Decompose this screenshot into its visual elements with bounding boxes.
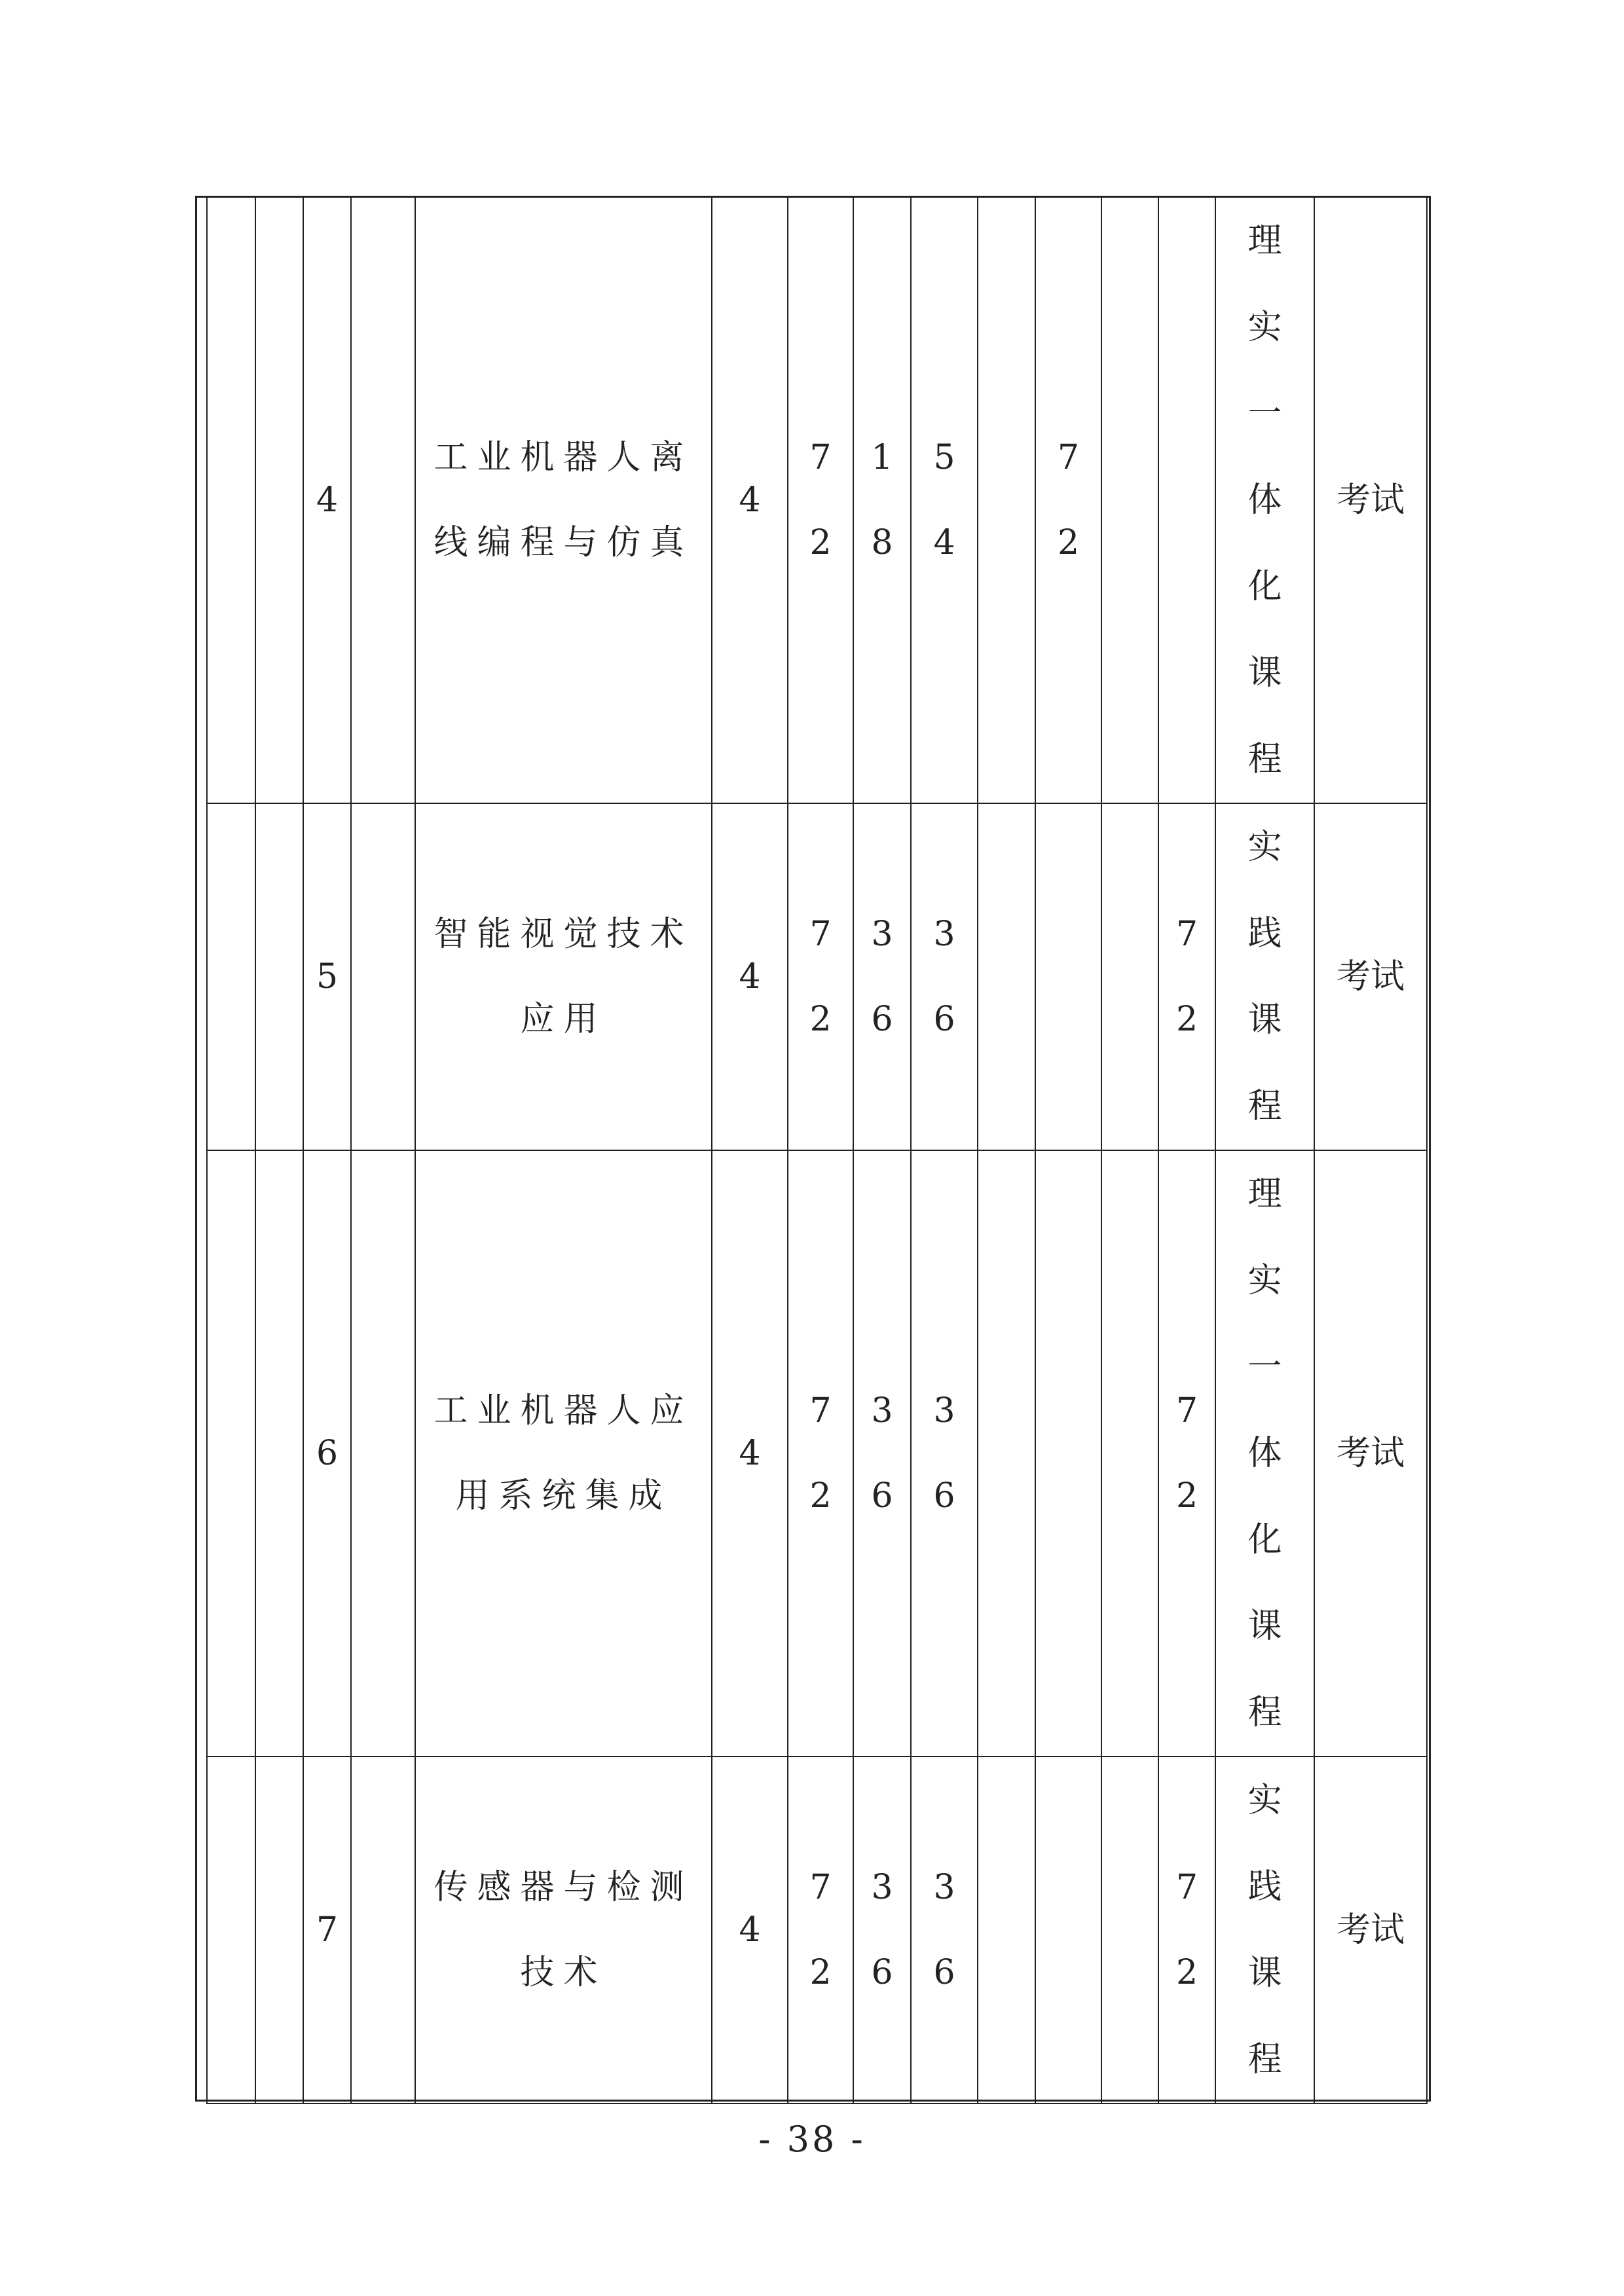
semester-c-hours-cell xyxy=(1158,1150,1215,1757)
semester-a-hours-cell xyxy=(1035,803,1101,1150)
course-name-line: 智能视觉技术 xyxy=(434,915,693,954)
course-type-char: 课 xyxy=(1247,1000,1282,1040)
total-hours-char: 7 xyxy=(809,1391,832,1430)
table-row xyxy=(207,1757,1427,2104)
course-type-char: 一 xyxy=(1247,394,1282,433)
practice-hours-char: 3 xyxy=(933,1868,955,1907)
theory-hours-char: 1 xyxy=(871,438,893,477)
credits-cell: 4 xyxy=(712,1757,788,2104)
course-code-cell xyxy=(351,803,415,1150)
table-body xyxy=(207,198,1427,2104)
course-type-char: 课 xyxy=(1247,1954,1282,1993)
practice-hours xyxy=(912,1368,977,1539)
semester-c-hours-char: 2 xyxy=(1175,1000,1198,1039)
empty-semester-cell xyxy=(978,1150,1035,1757)
practice-hours-char: 6 xyxy=(933,1953,955,1992)
practice-hours xyxy=(912,415,977,585)
subcategory-cell xyxy=(255,1757,303,2104)
total-hours xyxy=(788,415,853,585)
course-type-char: 实 xyxy=(1247,308,1282,347)
total-hours-char: 2 xyxy=(809,523,832,562)
semester-a-hours-cell xyxy=(1035,1757,1101,2104)
total-hours-char: 7 xyxy=(809,1868,832,1907)
course-name xyxy=(434,892,693,1062)
course-name-line: 传感器与检测 xyxy=(434,1868,693,1907)
course-code-cell xyxy=(351,1150,415,1757)
credits-cell: 4 xyxy=(712,1150,788,1757)
theory-hours-char: 6 xyxy=(871,1476,893,1516)
practice-hours-char: 6 xyxy=(933,1476,955,1516)
course-name-line: 工业机器人应 xyxy=(434,1391,693,1430)
course-name xyxy=(434,1845,693,2015)
theory-hours-cell xyxy=(853,1150,911,1757)
practice-hours-char: 3 xyxy=(933,1391,955,1430)
course-type-cell xyxy=(1215,1150,1314,1757)
category-cell xyxy=(207,803,255,1150)
total-hours xyxy=(788,1845,853,2015)
table-row xyxy=(207,198,1427,803)
semester-b-hours-cell xyxy=(1101,1150,1158,1757)
course-type xyxy=(1216,1757,1314,2103)
course-type-char: 实 xyxy=(1247,828,1282,867)
practice-hours-cell xyxy=(911,1757,978,2104)
practice-hours-char: 3 xyxy=(933,915,955,954)
assessment-cell: 考试 xyxy=(1314,1150,1427,1757)
semester-c-hours-char: 2 xyxy=(1175,1953,1198,1992)
semester-c-hours-char: 2 xyxy=(1175,1476,1198,1516)
total-hours-char: 2 xyxy=(809,1476,832,1516)
course-name-cell xyxy=(415,198,712,803)
semester-c-hours-char: 7 xyxy=(1175,1868,1198,1907)
assessment-cell: 考试 xyxy=(1314,1757,1427,2104)
course-type-char: 化 xyxy=(1247,567,1282,606)
category-cell xyxy=(207,198,255,803)
semester-c-hours-char: 7 xyxy=(1175,1391,1198,1430)
practice-hours-cell xyxy=(911,803,978,1150)
table-row xyxy=(207,1150,1427,1757)
course-schedule-table xyxy=(206,198,1428,2104)
semester-b-hours-cell xyxy=(1101,803,1158,1150)
theory-hours-char: 3 xyxy=(871,1391,893,1430)
practice-hours-char: 4 xyxy=(933,523,955,562)
course-type-char: 体 xyxy=(1247,481,1282,520)
empty-semester-cell xyxy=(978,1757,1035,2104)
semester-c-hours-cell xyxy=(1158,803,1215,1150)
page-number: - 38 - xyxy=(758,2119,866,2160)
total-hours xyxy=(788,892,853,1062)
total-hours-char: 7 xyxy=(809,438,832,477)
semester-a-hours-char: 2 xyxy=(1057,523,1080,562)
semester-c-hours xyxy=(1159,1845,1215,2015)
course-type-char: 课 xyxy=(1247,1607,1282,1646)
table-row xyxy=(207,803,1427,1150)
credits-cell: 4 xyxy=(712,803,788,1150)
semester-c-hours-cell xyxy=(1158,198,1215,803)
theory-hours-cell xyxy=(853,198,911,803)
semester-a-hours xyxy=(1036,415,1101,585)
practice-hours-char: 5 xyxy=(933,438,955,477)
total-hours-char: 2 xyxy=(809,1000,832,1039)
subcategory-cell xyxy=(255,1150,303,1757)
assessment-cell: 考试 xyxy=(1314,803,1427,1150)
subcategory-cell xyxy=(255,198,303,803)
category-cell xyxy=(207,1150,255,1757)
course-type xyxy=(1216,1151,1314,1756)
course-type-cell xyxy=(1215,198,1314,803)
row-number-cell: 4 xyxy=(303,198,351,803)
course-name-cell xyxy=(415,1757,712,2104)
theory-hours xyxy=(854,415,910,585)
semester-a-hours-char: 7 xyxy=(1057,438,1080,477)
semester-b-hours-cell xyxy=(1101,1757,1158,2104)
course-type-char: 程 xyxy=(1247,1693,1282,1732)
semester-c-hours xyxy=(1159,892,1215,1062)
course-name-line: 线编程与仿真 xyxy=(434,523,693,562)
course-code-cell xyxy=(351,198,415,803)
course-type-char: 化 xyxy=(1247,1520,1282,1559)
theory-hours-char: 6 xyxy=(871,1000,893,1039)
course-type-char: 程 xyxy=(1247,2040,1282,2079)
category-cell xyxy=(207,1757,255,2104)
semester-c-hours-cell xyxy=(1158,1757,1215,2104)
practice-hours-char: 6 xyxy=(933,1000,955,1039)
course-type-char: 程 xyxy=(1247,740,1282,779)
course-name-line: 用系统集成 xyxy=(455,1476,672,1516)
course-type-char: 践 xyxy=(1247,1867,1282,1906)
practice-hours xyxy=(912,1845,977,2015)
course-type-char: 践 xyxy=(1247,914,1282,953)
total-hours-cell xyxy=(788,1150,853,1757)
empty-semester-cell xyxy=(978,198,1035,803)
course-type-char: 实 xyxy=(1247,1261,1282,1300)
row-number-cell: 6 xyxy=(303,1150,351,1757)
course-type-char: 体 xyxy=(1247,1434,1282,1473)
course-name xyxy=(434,1368,693,1539)
semester-c-hours-char: 7 xyxy=(1175,915,1198,954)
theory-hours-char: 6 xyxy=(871,1953,893,1992)
practice-hours-cell xyxy=(911,1150,978,1757)
theory-hours xyxy=(854,892,910,1062)
theory-hours-char: 3 xyxy=(871,1868,893,1907)
total-hours xyxy=(788,1368,853,1539)
course-type-cell xyxy=(1215,803,1314,1150)
theory-hours xyxy=(854,1845,910,2015)
theory-hours-cell xyxy=(853,1757,911,2104)
course-code-cell xyxy=(351,1757,415,2104)
course-name-cell xyxy=(415,1150,712,1757)
row-number-cell: 7 xyxy=(303,1757,351,2104)
row-number-cell: 5 xyxy=(303,803,351,1150)
assessment-cell: 考试 xyxy=(1314,198,1427,803)
course-name-line: 应用 xyxy=(520,1000,607,1039)
course-type-char: 程 xyxy=(1247,1087,1282,1126)
total-hours-char: 2 xyxy=(809,1953,832,1992)
practice-hours-cell xyxy=(911,198,978,803)
total-hours-cell xyxy=(788,198,853,803)
course-type-char: 理 xyxy=(1247,1175,1282,1214)
course-name-line: 技术 xyxy=(520,1953,607,1992)
subcategory-cell xyxy=(255,803,303,1150)
theory-hours-char: 3 xyxy=(871,915,893,954)
theory-hours-char: 8 xyxy=(871,523,893,562)
course-type-char: 实 xyxy=(1247,1781,1282,1820)
credits-cell: 4 xyxy=(712,198,788,803)
practice-hours xyxy=(912,892,977,1062)
theory-hours-cell xyxy=(853,803,911,1150)
course-name-cell xyxy=(415,803,712,1150)
theory-hours xyxy=(854,1368,910,1539)
course-type-char: 课 xyxy=(1247,653,1282,693)
course-type-char: 一 xyxy=(1247,1347,1282,1387)
semester-a-hours-cell xyxy=(1035,1150,1101,1757)
course-name xyxy=(434,415,693,585)
course-type xyxy=(1216,198,1314,803)
total-hours-cell xyxy=(788,1757,853,2104)
semester-c-hours xyxy=(1159,1368,1215,1539)
empty-semester-cell xyxy=(978,803,1035,1150)
course-type-char: 理 xyxy=(1247,221,1282,261)
semester-b-hours-cell xyxy=(1101,198,1158,803)
total-hours-cell xyxy=(788,803,853,1150)
total-hours-char: 7 xyxy=(809,915,832,954)
course-type xyxy=(1216,804,1314,1150)
course-type-cell xyxy=(1215,1757,1314,2104)
course-name-line: 工业机器人离 xyxy=(434,438,693,477)
semester-a-hours-cell xyxy=(1035,198,1101,803)
